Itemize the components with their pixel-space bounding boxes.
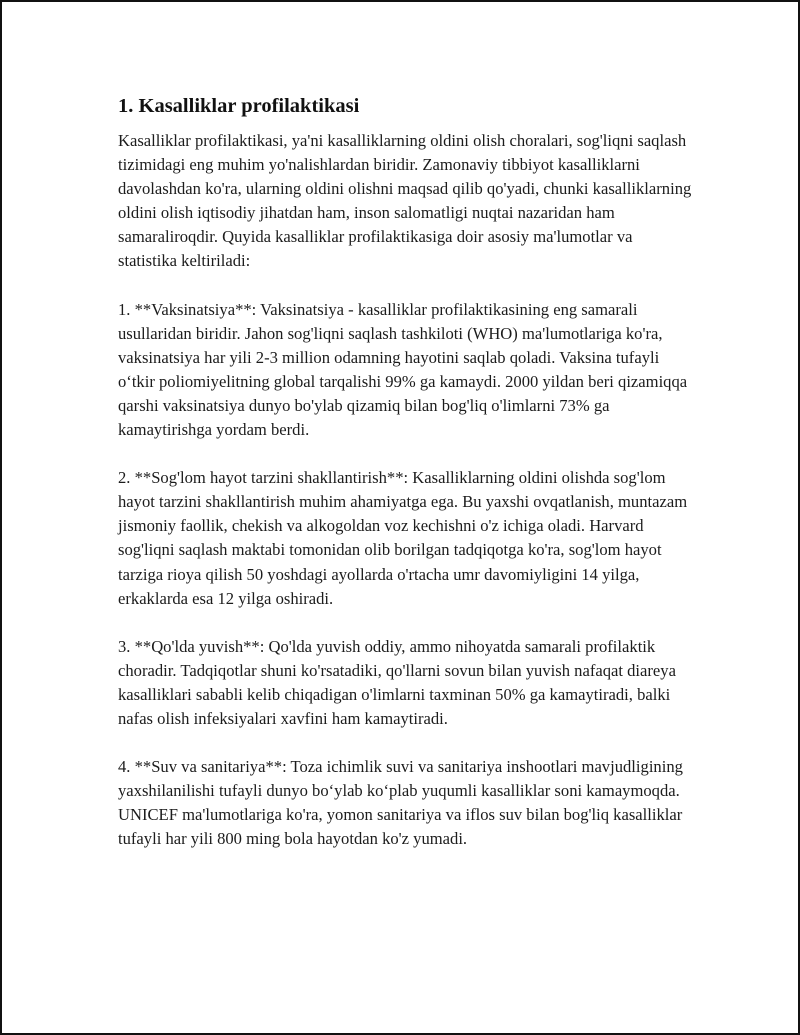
section-heading: 1. Kasalliklar profilaktikasi [118,95,360,117]
intro-paragraph: Kasalliklar profilaktikasi, ya'ni kasalliklarning oldini olish choralari, sog'liqni saqlash tizimidagi eng muhim yo'nalishlardan biridir. Zamonaviy tibbiyot kasalliklarni davolashdan ko'ra, ularning oldini olishni maqsad qilib qo'yadi, chunki kasalliklarning oldini olish iqtisodiy jihatdan ham, inson salomatligi nuqtai nazaridan ham samaraliroqdir. Quyida kasalliklar profilaktikasiga doir asosiy ma'lumotlar va statistika keltiriladi: [118,131,692,271]
document-body [118,93,693,875]
water-sanitation-paragraph: 4. **Suv va sanitariya**: Toza ichimlik suvi va sanitariya inshootlari mavjudligining yaxshilanilishi tufayli dunyo bo‘ylab ko‘plab yuqumli kasalliklar soni kamaymoqda. UNICEF ma'lumotlariga ko'ra, yomon sanitariya va iflos suv bilan bog'liq kasalliklar tufayli har yili 800 ming bola hayotdan ko'z yumadi. [118,757,683,849]
vaccination-paragraph: 1. **Vaksinatsiya**: Vaksinatsiya - kasalliklar profilaktikasining eng samarali usullaridan biridir. Jahon sog'liqni saqlash tashkiloti (WHO) ma'lumotlariga ko'ra, vaksinatsiya har yili 2-3 million odamning hayotini saqlab qoladi. Vaksina tufayli o‘tkir poliomiyelitning global tarqalishi 99% ga kamaydi. 2000 yildan beri qizamiqqa qarshi vaksinatsiya dunyo bo'ylab qizamiq bilan bog'liq o'limlarni 73% ga kamaytirishga yordam berdi. [118,299,688,440]
healthy-lifestyle-paragraph: 2. **Sog'lom hayot tarzini shakllantirish**: Kasalliklarning oldini olishda sog'lom hayot tarzini shakllantirish muhim ahamiyatga ega. Bu yaxshi ovqatlanish, muntazam jismoniy faollik, chekish va alkogoldan voz kechishni o'z ichiga oladi. Harvard sog'liqni saqlash maktabi tomonidan olib borilgan tadqiqotga ko'ra, sog'lom hayot tarziga rioya qilish 50 yoshdagi ayollarda o'rtacha umr davomiyligini 14 yilga, erkaklarda esa 12 yilga oshiradi. [118,468,688,608]
handwashing-paragraph: 3. **Qo'lda yuvish**: Qo'lda yuvish oddiy, ammo nihoyatda samarali profilaktik choradir. Tadqiqotlar shuni ko'rsatadiki, qo'llarni sovun bilan yuvish nafaqat diareya kasalliklari sababli kelib chiqadigan o'limlarni taxminan 50% ga kamaytiradi, balki nafas olish infeksiyalari xavfini ham kamaytiradi. [118,636,676,728]
